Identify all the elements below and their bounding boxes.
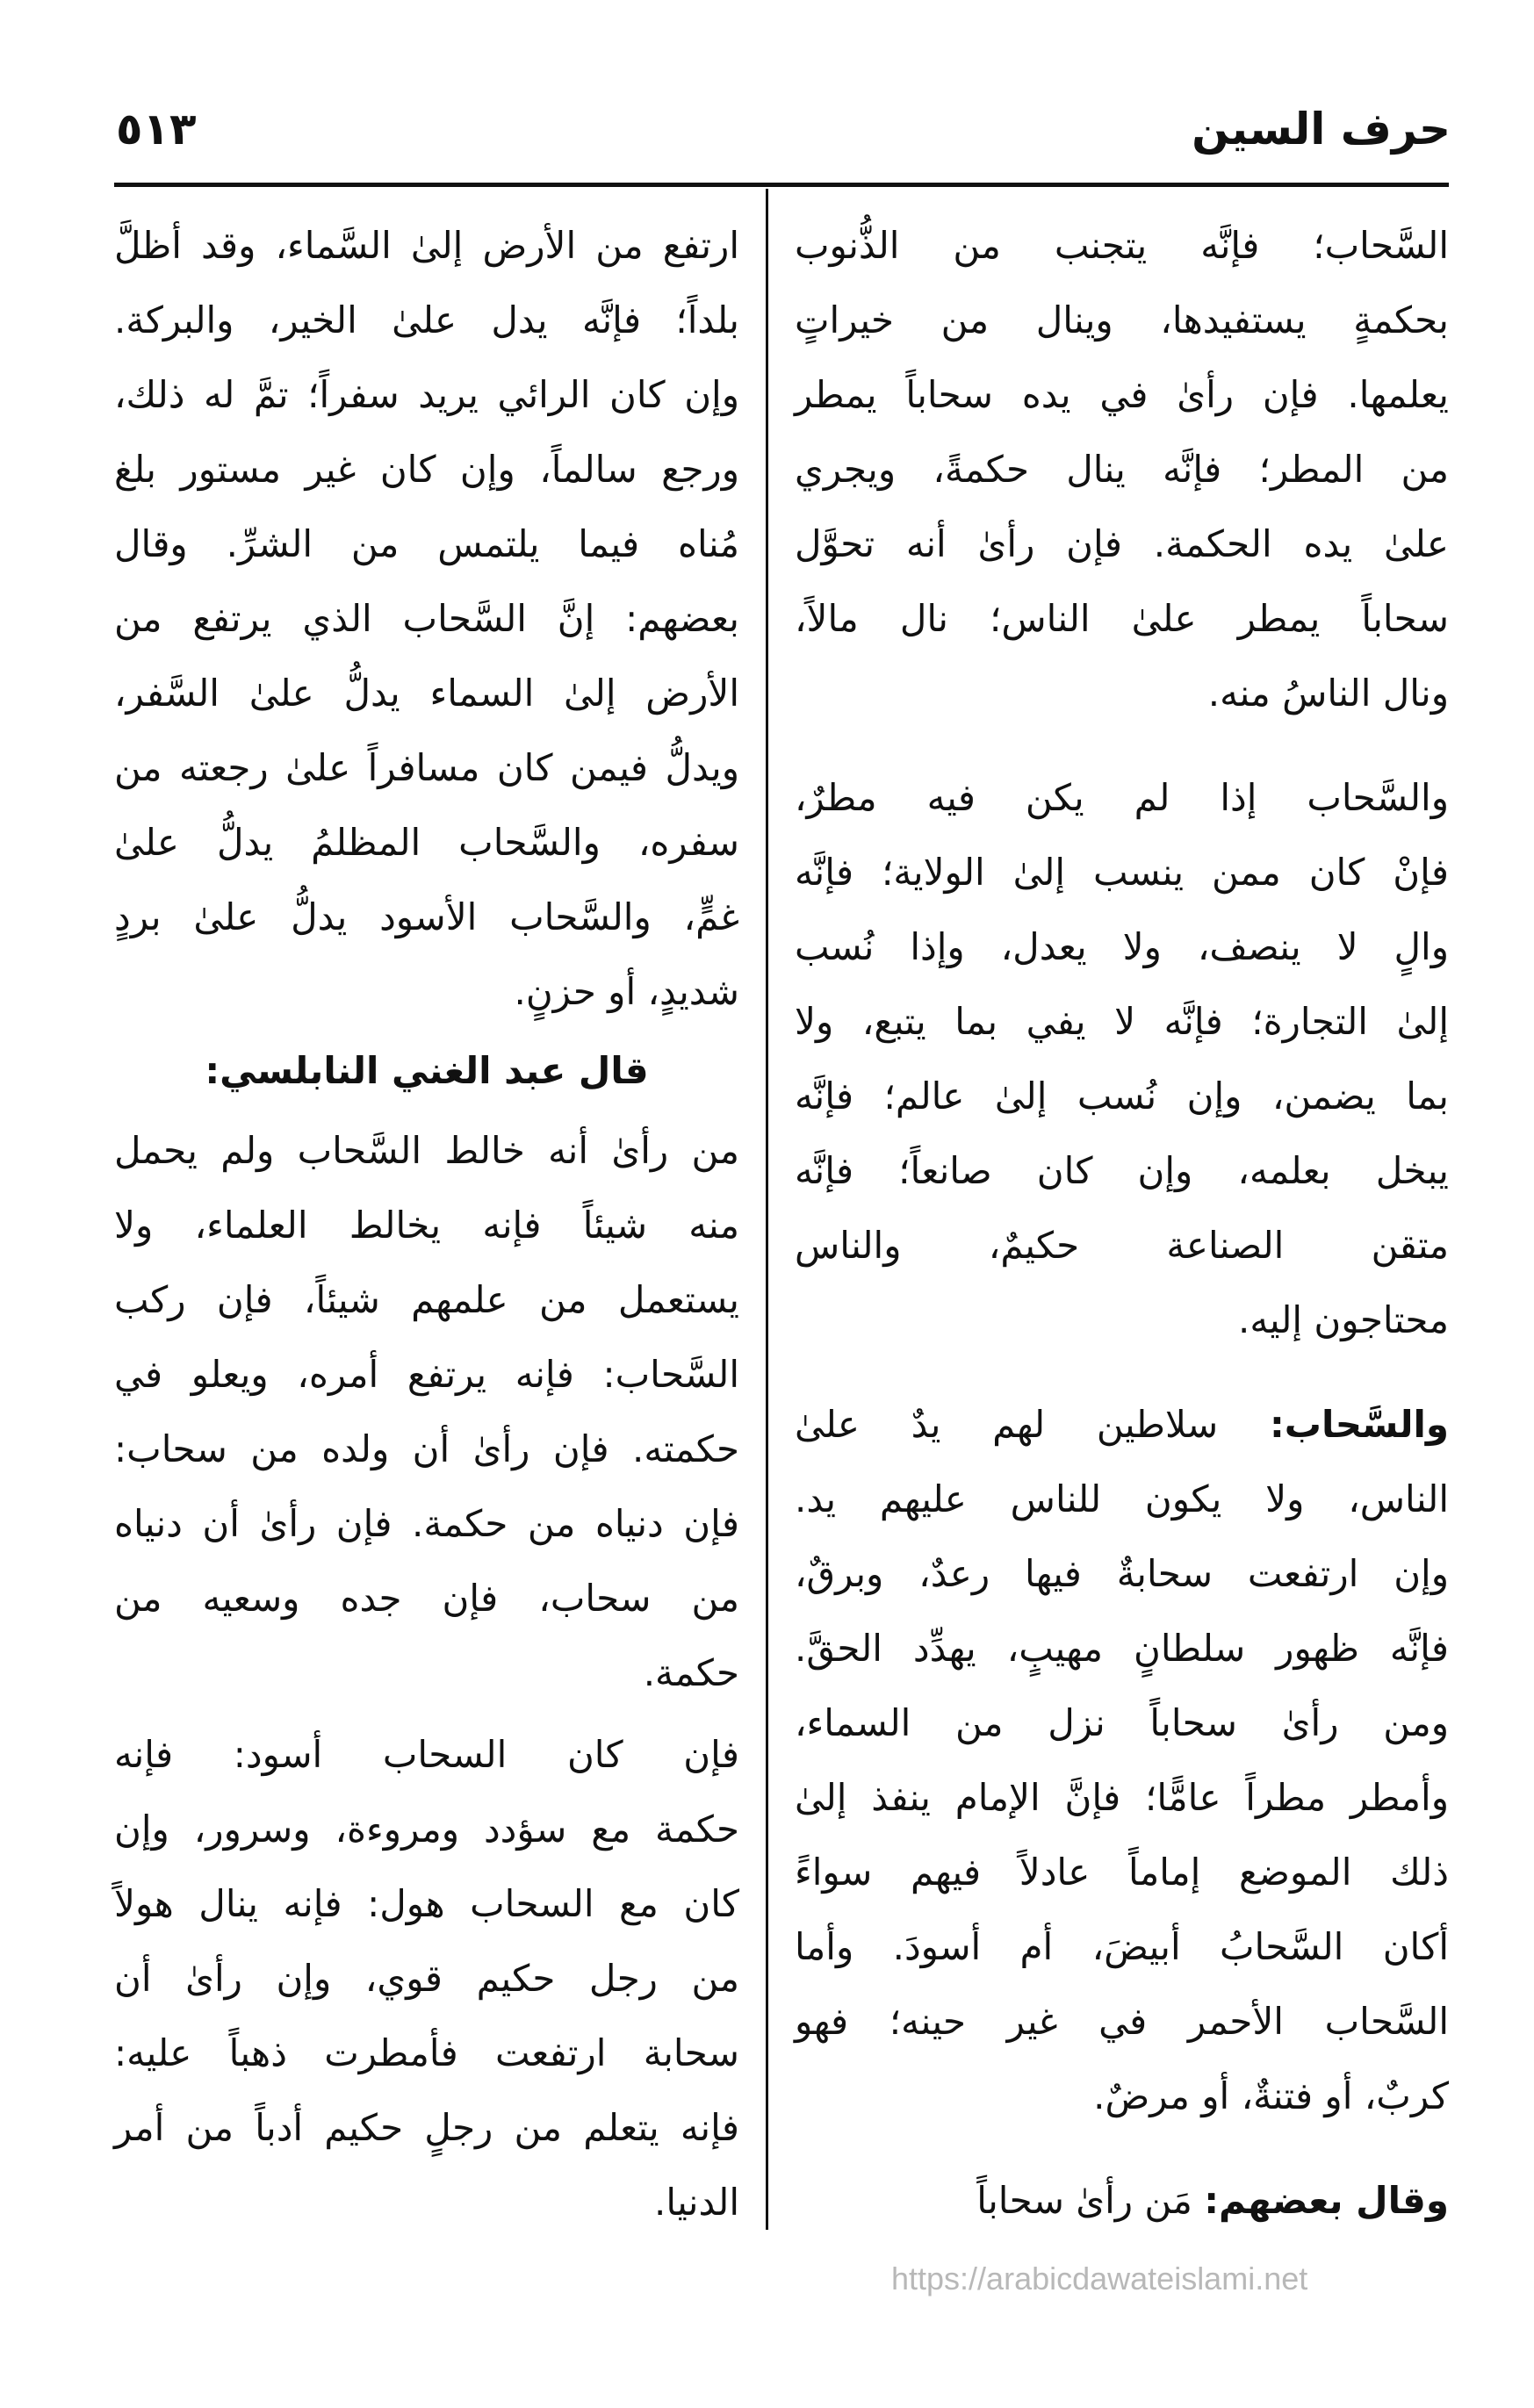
text-line: حكمته. فإن رأىٰ أن ولده من سحاب:: [114, 1427, 739, 1470]
line-text: مَن رأىٰ سحاباً: [976, 2179, 1205, 2222]
paragraph-gap: [795, 2133, 1449, 2163]
text-line: فإنَّه ظهور سلطانٍ مهيبٍ، يهدِّد الحقَّ.: [795, 1627, 1449, 1670]
text-line: يعلمها. فإن رأىٰ في يده سحاباً يمطر: [795, 373, 1449, 416]
text-line: ونال الناسُ منه.: [1207, 672, 1449, 715]
paragraph-gap: [795, 730, 1449, 760]
text-line: سحابة ارتفعت فأمطرت ذهباً عليه:: [114, 2031, 739, 2074]
text-line: من رجل حكيم قوي، وإن رأىٰ أن: [114, 1957, 739, 2000]
text-line: فإن دنياه من حكمة. فإن رأىٰ أن دنياه: [114, 1502, 739, 1545]
text-line: ذلك الموضع إماماً عادلاً فيهم سواءً: [795, 1851, 1449, 1894]
text-line: بلداً؛ فإنَّه يدل علىٰ الخير، والبركة.: [114, 298, 739, 341]
text-line: سحاباً يمطر علىٰ الناس؛ نال مالاً،: [795, 597, 1449, 640]
section-heading: قال عبد الغني النابلسي:: [205, 1049, 649, 1092]
text-line: والسَّحاب إذا لم يكن فيه مطرٌ،: [795, 776, 1449, 819]
text-line: منه شيئاً فإنه يخالط العلماء، ولا: [114, 1204, 739, 1247]
text-line: من رأىٰ أنه خالط السَّحاب ولم يحمل: [114, 1129, 739, 1172]
watermark-url: https://arabicdawateislami.net: [891, 2261, 1308, 2297]
text-line: متقن الصناعة حكيمٌ، والناس: [795, 1224, 1449, 1267]
text-line: وإن ارتفعت سحابةٌ فيها رعدٌ، وبرقٌ،: [795, 1552, 1449, 1595]
text-line: شديدٍ، أو حزنٍ.: [514, 970, 739, 1013]
text-line: فإن كان السحاب أسود: فإنه: [114, 1733, 739, 1776]
text-line: الناس، ولا يكون للناس عليهم يد.: [795, 1477, 1449, 1520]
running-header-title: حرف السين: [1192, 104, 1451, 155]
text-line: وأمطر مطراً عامًّا؛ فإنَّ الإمام ينفذ إلىٰ: [795, 1776, 1449, 1819]
header-rule: [114, 183, 1449, 187]
line-text: سلاطين لهم يدٌ علىٰ: [795, 1403, 1270, 1446]
text-line: فإنْ كان ممن ينسب إلىٰ الولاية؛ فإنَّه: [795, 851, 1449, 894]
text-line: ورجع سالماً، وإن كان غير مستور بلغ: [114, 448, 739, 491]
bold-lead: وقال بعضهم:: [1204, 2179, 1449, 2222]
text-line: بما يضمن، وإن نُسب إلىٰ عالم؛ فإنَّه: [795, 1075, 1449, 1118]
text-line: والٍ لا ينصف، ولا يعدل، وإذا نُسب: [795, 925, 1449, 968]
text-line: ومن رأىٰ سحاباً نزل من السماء،: [795, 1701, 1449, 1744]
text-line: بعضهم: إنَّ السَّحاب الذي يرتفع من: [114, 597, 739, 640]
page-number: ٥١٣: [116, 104, 197, 155]
paragraph-gap: [795, 1357, 1449, 1387]
text-line: [795, 1387, 1449, 1462]
text-line: إلىٰ التجارة؛ فإنَّه لا يفي بما يتبع، ولا: [795, 1000, 1449, 1043]
text-line: كان مع السحاب هول: فإنه ينال هولاً: [114, 1882, 739, 1925]
text-line: فإنه يتعلم من رجلٍ حكيم أدباً من أمر: [114, 2106, 739, 2149]
text-line: السَّحاب الأحمر في غير حينه؛ فهو: [795, 2000, 1449, 2043]
text-line: السَّحاب؛ فإنَّه يتجنب من الذُّنوب: [795, 224, 1449, 267]
text-line: [795, 2163, 1449, 2238]
text-line: محتاجون إليه.: [1238, 1298, 1449, 1341]
text-line: ويدلُّ فيمن كان مسافراً علىٰ رجعته من: [114, 746, 739, 789]
text-line: سفره، والسَّحاب المظلمُ يدلُّ علىٰ: [114, 821, 739, 864]
column-divider: [766, 189, 768, 2230]
text-line: الأرض إلىٰ السماء يدلُّ علىٰ السَّفر،: [114, 672, 739, 715]
text-line: بحكمةٍ يستفيدها، وينال من خيراتٍ: [795, 298, 1449, 341]
text-line: غمٍّ، والسَّحاب الأسود يدلُّ علىٰ بردٍ: [114, 895, 739, 938]
text-line: ارتفع من الأرض إلىٰ السَّماء، وقد أظلَّ: [114, 224, 739, 267]
text-line: مُناه فيما يلتمس من الشرِّ. وقال: [114, 522, 739, 565]
text-line: يستعمل من علمهم شيئاً، فإن ركب: [114, 1278, 739, 1321]
text-line: حكمة.: [643, 1651, 739, 1694]
text-line: السَّحاب: فإنه يرتفع أمره، ويعلو في: [114, 1353, 739, 1396]
text-line: الدنيا.: [653, 2181, 739, 2224]
text-line: من المطر؛ فإنَّه ينال حكمةً، ويجري: [795, 448, 1449, 491]
text-line: كربٌ، أو فتنةٌ، أو مرضٌ.: [1093, 2074, 1449, 2117]
text-line: وإن كان الرائي يريد سفراً؛ تمَّ له ذلك،: [114, 373, 739, 416]
bold-lead: والسَّحاب:: [1269, 1403, 1449, 1446]
text-line: يبخل بعلمه، وإن كان صانعاً؛ فإنَّه: [795, 1149, 1449, 1192]
left-column: [114, 208, 739, 2239]
paragraph-gap: [114, 1710, 739, 1717]
text-line: من سحاب، فإن جده وسعيه من: [114, 1577, 739, 1620]
text-line: أكان السَّحابُ أبيضَ، أم أسودَ. وأما: [795, 1925, 1449, 1968]
right-column: [795, 208, 1449, 2238]
text-line: علىٰ يده الحكمة. فإن رأىٰ أنه تحوَّل: [795, 522, 1449, 565]
text-line: حكمة مع سؤدد ومروءة، وسرور، وإن: [114, 1808, 739, 1851]
